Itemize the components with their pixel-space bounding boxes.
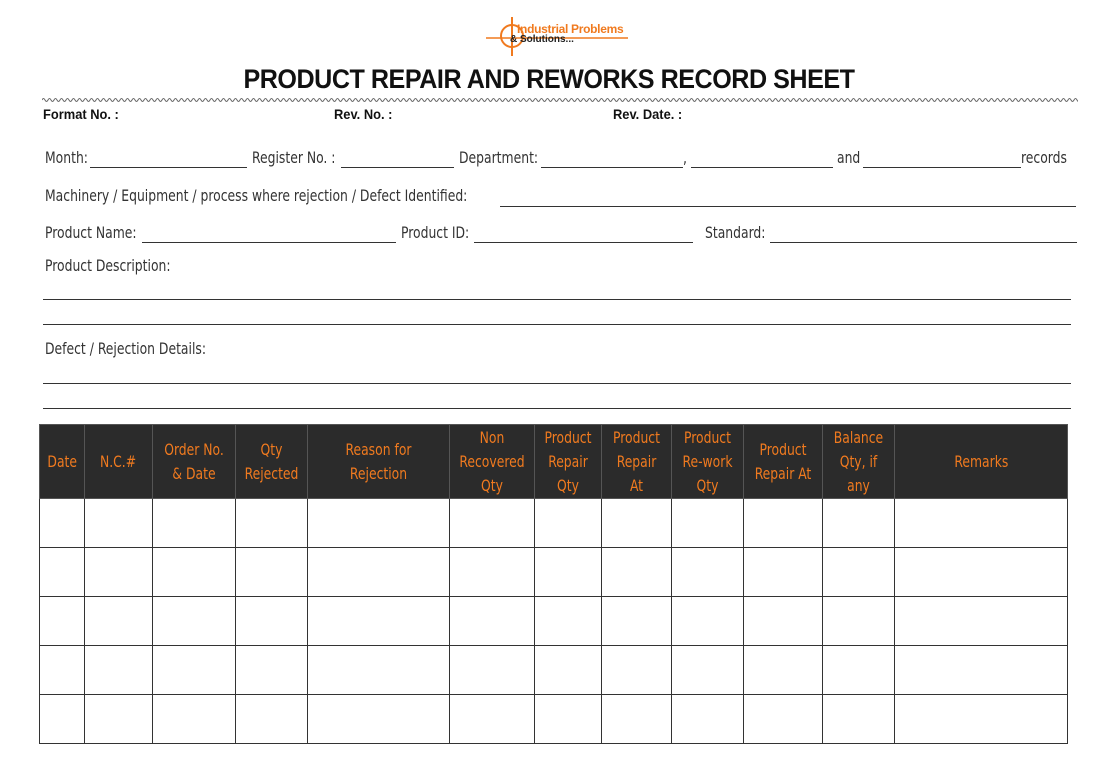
- machinery-field[interactable]: [500, 206, 1076, 207]
- table-cell[interactable]: [535, 597, 602, 646]
- register-no-label: Register No. :: [252, 148, 336, 167]
- department-field-1[interactable]: [541, 167, 683, 168]
- table-cell[interactable]: [672, 695, 744, 744]
- table-cell[interactable]: [308, 597, 450, 646]
- month-field[interactable]: [90, 167, 247, 168]
- table-cell[interactable]: [535, 499, 602, 548]
- table-cell[interactable]: [672, 548, 744, 597]
- rev-no-label: Rev. No. :: [334, 106, 393, 122]
- table-cell[interactable]: [308, 646, 450, 695]
- table-row: [40, 548, 1068, 597]
- product-description-label: Product Description:: [45, 256, 171, 275]
- column-header: Product Repair At: [602, 425, 672, 499]
- table-cell[interactable]: [895, 548, 1068, 597]
- defect-details-line-1[interactable]: [43, 383, 1071, 384]
- column-header: Product Repair Qty: [535, 425, 602, 499]
- register-no-field[interactable]: [341, 167, 454, 168]
- table-cell[interactable]: [450, 695, 535, 744]
- table-cell[interactable]: [744, 695, 823, 744]
- table-cell[interactable]: [535, 646, 602, 695]
- column-header: Order No. & Date: [153, 425, 236, 499]
- table-cell[interactable]: [602, 597, 672, 646]
- table-cell[interactable]: [602, 695, 672, 744]
- standard-label: Standard:: [705, 223, 766, 242]
- comma-separator: ,: [683, 148, 687, 167]
- table-cell[interactable]: [823, 499, 895, 548]
- table-cell[interactable]: [895, 499, 1068, 548]
- and-label: and: [837, 148, 861, 167]
- column-header: Date: [40, 425, 85, 499]
- logo-line-1: Industrial Problems: [517, 22, 624, 36]
- table-cell[interactable]: [85, 499, 153, 548]
- table-row: [40, 499, 1068, 548]
- table-cell[interactable]: [672, 499, 744, 548]
- column-header: Remarks: [895, 425, 1068, 499]
- table-cell[interactable]: [85, 548, 153, 597]
- table-cell[interactable]: [85, 597, 153, 646]
- column-header: Balance Qty, if any: [823, 425, 895, 499]
- table-cell[interactable]: [602, 548, 672, 597]
- product-name-field[interactable]: [142, 242, 396, 243]
- wavy-divider: [42, 96, 1078, 104]
- format-no-label: Format No. :: [43, 106, 119, 122]
- column-header: Product Repair At: [744, 425, 823, 499]
- table-cell[interactable]: [744, 548, 823, 597]
- table-cell[interactable]: [823, 695, 895, 744]
- table-cell[interactable]: [744, 597, 823, 646]
- record-table: [39, 424, 1068, 744]
- table-cell[interactable]: [895, 646, 1068, 695]
- table-cell[interactable]: [85, 695, 153, 744]
- table-cell[interactable]: [450, 597, 535, 646]
- table-row: [40, 695, 1068, 744]
- table-cell[interactable]: [895, 695, 1068, 744]
- table-cell[interactable]: [450, 499, 535, 548]
- table-cell[interactable]: [236, 646, 308, 695]
- table-cell[interactable]: [744, 499, 823, 548]
- table-cell[interactable]: [450, 548, 535, 597]
- defect-details-label: Defect / Rejection Details:: [45, 339, 207, 358]
- table-cell[interactable]: [40, 499, 85, 548]
- table-cell[interactable]: [895, 597, 1068, 646]
- column-header: Reason for Rejection: [308, 425, 450, 499]
- table-cell[interactable]: [153, 548, 236, 597]
- table-cell[interactable]: [236, 597, 308, 646]
- rev-date-label: Rev. Date. :: [613, 106, 683, 122]
- department-field-2[interactable]: [691, 167, 833, 168]
- column-header: N.C.#: [85, 425, 153, 499]
- standard-field[interactable]: [770, 242, 1077, 243]
- column-header: Product Re-work Qty: [672, 425, 744, 499]
- column-header: Non Recovered Qty: [450, 425, 535, 499]
- department-field-3[interactable]: [863, 167, 1021, 168]
- table-cell[interactable]: [153, 646, 236, 695]
- table-cell[interactable]: [535, 548, 602, 597]
- company-logo: [484, 14, 634, 60]
- table-cell[interactable]: [153, 597, 236, 646]
- table-cell[interactable]: [823, 646, 895, 695]
- table-cell[interactable]: [450, 646, 535, 695]
- machinery-label: Machinery / Equipment / process where rejection / Defect Identified:: [45, 186, 468, 205]
- table-cell[interactable]: [744, 646, 823, 695]
- table-cell[interactable]: [602, 499, 672, 548]
- table-row: [40, 646, 1068, 695]
- table-cell[interactable]: [153, 499, 236, 548]
- page-title: PRODUCT REPAIR AND REWORKS RECORD SHEET: [243, 64, 855, 94]
- table-cell[interactable]: [672, 597, 744, 646]
- department-label: Department:: [459, 148, 539, 167]
- month-label: Month:: [45, 148, 88, 167]
- table-cell[interactable]: [85, 646, 153, 695]
- table-header-row: [40, 425, 1068, 499]
- table-cell[interactable]: [40, 548, 85, 597]
- table-cell[interactable]: [153, 695, 236, 744]
- table-cell[interactable]: [40, 597, 85, 646]
- table-cell[interactable]: [40, 695, 85, 744]
- table-cell[interactable]: [236, 548, 308, 597]
- table-cell[interactable]: [308, 695, 450, 744]
- defect-details-line-2[interactable]: [43, 408, 1071, 409]
- table-row: [40, 597, 1068, 646]
- table-cell[interactable]: [236, 695, 308, 744]
- records-label: records: [1021, 148, 1067, 167]
- table-cell[interactable]: [602, 646, 672, 695]
- product-name-label: Product Name:: [45, 223, 137, 242]
- table-cell[interactable]: [672, 646, 744, 695]
- logo-line-2: & Solutions...: [510, 34, 574, 45]
- table-cell[interactable]: [236, 499, 308, 548]
- product-id-label: Product ID:: [401, 223, 470, 242]
- column-header: Qty Rejected: [236, 425, 308, 499]
- table-cell[interactable]: [823, 597, 895, 646]
- product-description-line-1[interactable]: [43, 299, 1071, 300]
- table-cell[interactable]: [823, 548, 895, 597]
- table-cell[interactable]: [40, 646, 85, 695]
- table-cell[interactable]: [308, 499, 450, 548]
- table-cell[interactable]: [535, 695, 602, 744]
- product-description-line-2[interactable]: [43, 324, 1071, 325]
- table-cell[interactable]: [308, 548, 450, 597]
- product-id-field[interactable]: [474, 242, 693, 243]
